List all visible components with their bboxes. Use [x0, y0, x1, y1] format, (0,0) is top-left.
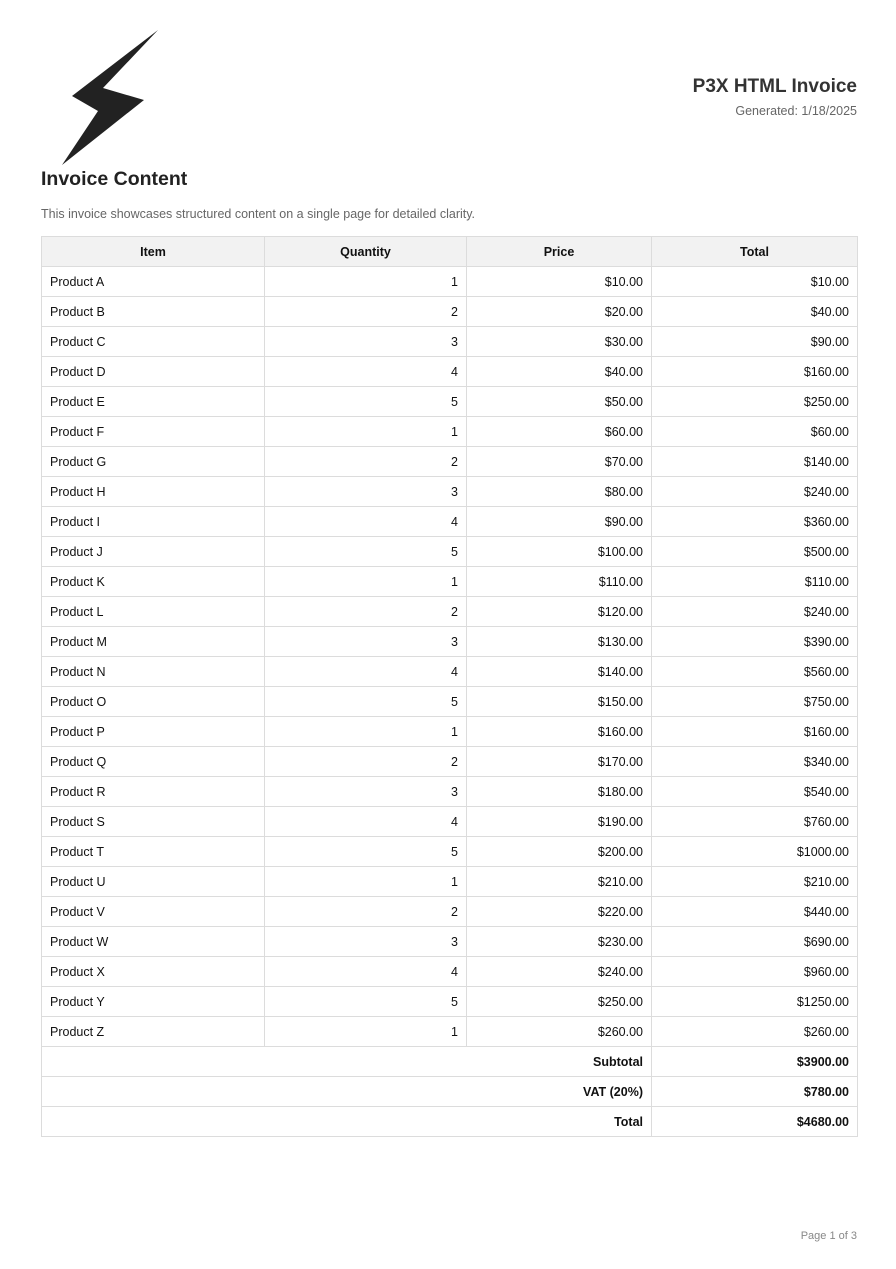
line-total-cell: $340.00	[652, 747, 858, 777]
line-total-cell: $10.00	[652, 267, 858, 297]
quantity-cell: 2	[265, 897, 467, 927]
line-total-cell: $260.00	[652, 1017, 858, 1047]
item-name-cell: Product T	[42, 837, 265, 867]
subtotal-label: Subtotal	[42, 1047, 652, 1077]
line-total-cell: $160.00	[652, 357, 858, 387]
line-total-cell: $240.00	[652, 597, 858, 627]
column-header-item: Item	[42, 237, 265, 267]
quantity-cell: 4	[265, 507, 467, 537]
table-row	[42, 327, 858, 357]
price-cell: $20.00	[467, 297, 652, 327]
column-header-price: Price	[467, 237, 652, 267]
price-cell: $250.00	[467, 987, 652, 1017]
table-row	[42, 867, 858, 897]
price-cell: $150.00	[467, 687, 652, 717]
price-cell: $260.00	[467, 1017, 652, 1047]
quantity-cell: 4	[265, 957, 467, 987]
price-cell: $70.00	[467, 447, 652, 477]
item-name-cell: Product I	[42, 507, 265, 537]
page-number: Page 1 of 3	[800, 1230, 857, 1242]
table-row	[42, 807, 858, 837]
item-name-cell: Product K	[42, 567, 265, 597]
price-cell: $220.00	[467, 897, 652, 927]
table-row	[42, 747, 858, 777]
item-name-cell: Product U	[42, 867, 265, 897]
item-name-cell: Product X	[42, 957, 265, 987]
table-row	[42, 837, 858, 867]
item-name-cell: Product D	[42, 357, 265, 387]
table-row	[42, 567, 858, 597]
line-total-cell: $560.00	[652, 657, 858, 687]
table-row	[42, 957, 858, 987]
line-total-cell: $390.00	[652, 627, 858, 657]
line-total-cell: $440.00	[652, 897, 858, 927]
quantity-cell: 5	[265, 987, 467, 1017]
item-name-cell: Product L	[42, 597, 265, 627]
item-name-cell: Product O	[42, 687, 265, 717]
item-name-cell: Product P	[42, 717, 265, 747]
invoice-title: P3X HTML Invoice	[692, 76, 857, 97]
item-name-cell: Product E	[42, 387, 265, 417]
grand-total-value: $4680.00	[652, 1107, 858, 1137]
price-cell: $100.00	[467, 537, 652, 567]
line-total-cell: $140.00	[652, 447, 858, 477]
price-cell: $110.00	[467, 567, 652, 597]
price-cell: $120.00	[467, 597, 652, 627]
quantity-cell: 1	[265, 417, 467, 447]
item-name-cell: Product M	[42, 627, 265, 657]
line-total-cell: $360.00	[652, 507, 858, 537]
price-cell: $200.00	[467, 837, 652, 867]
item-name-cell: Product H	[42, 477, 265, 507]
line-total-cell: $540.00	[652, 777, 858, 807]
table-summary	[42, 1047, 858, 1137]
lightning-bolt-icon	[60, 28, 160, 166]
price-cell: $60.00	[467, 417, 652, 447]
price-cell: $180.00	[467, 777, 652, 807]
price-cell: $240.00	[467, 957, 652, 987]
quantity-cell: 2	[265, 747, 467, 777]
quantity-cell: 2	[265, 447, 467, 477]
price-cell: $170.00	[467, 747, 652, 777]
quantity-cell: 1	[265, 267, 467, 297]
item-name-cell: Product B	[42, 297, 265, 327]
quantity-cell: 2	[265, 297, 467, 327]
quantity-cell: 4	[265, 357, 467, 387]
table-row	[42, 537, 858, 567]
table-body	[42, 267, 858, 1047]
column-header-total: Total	[652, 237, 858, 267]
price-cell: $190.00	[467, 807, 652, 837]
table-row	[42, 1017, 858, 1047]
vat-label: VAT (20%)	[42, 1077, 652, 1107]
quantity-cell: 5	[265, 537, 467, 567]
line-total-cell: $160.00	[652, 717, 858, 747]
item-name-cell: Product W	[42, 927, 265, 957]
table-row	[42, 357, 858, 387]
price-cell: $90.00	[467, 507, 652, 537]
line-total-cell: $760.00	[652, 807, 858, 837]
quantity-cell: 5	[265, 687, 467, 717]
table-row	[42, 987, 858, 1017]
price-cell: $40.00	[467, 357, 652, 387]
quantity-cell: 1	[265, 867, 467, 897]
section-title: Invoice Content	[41, 168, 188, 190]
section-description: This invoice showcases structured content on a single page for detailed clarity.	[41, 207, 476, 221]
line-total-cell: $250.00	[652, 387, 858, 417]
table-row	[42, 717, 858, 747]
table-row	[42, 477, 858, 507]
quantity-cell: 1	[265, 1017, 467, 1047]
item-name-cell: Product C	[42, 327, 265, 357]
item-name-cell: Product Y	[42, 987, 265, 1017]
item-name-cell: Product N	[42, 657, 265, 687]
item-name-cell: Product A	[42, 267, 265, 297]
table-row	[42, 297, 858, 327]
vat-row	[42, 1077, 858, 1107]
subtotal-row	[42, 1047, 858, 1077]
quantity-cell: 2	[265, 597, 467, 627]
price-cell: $210.00	[467, 867, 652, 897]
invoice-table	[41, 236, 858, 1137]
table-row	[42, 657, 858, 687]
line-total-cell: $690.00	[652, 927, 858, 957]
quantity-cell: 3	[265, 477, 467, 507]
price-cell: $140.00	[467, 657, 652, 687]
grand-total-label: Total	[42, 1107, 652, 1137]
line-total-cell: $1000.00	[652, 837, 858, 867]
table-row	[42, 927, 858, 957]
item-name-cell: Product Q	[42, 747, 265, 777]
table-row	[42, 507, 858, 537]
quantity-cell: 5	[265, 837, 467, 867]
price-cell: $230.00	[467, 927, 652, 957]
table-row	[42, 387, 858, 417]
price-cell: $130.00	[467, 627, 652, 657]
table-row	[42, 777, 858, 807]
invoice-header	[693, 76, 857, 118]
price-cell: $50.00	[467, 387, 652, 417]
quantity-cell: 3	[265, 927, 467, 957]
generated-date: Generated: 1/18/2025	[735, 104, 857, 118]
table-row	[42, 687, 858, 717]
line-total-cell: $210.00	[652, 867, 858, 897]
quantity-cell: 1	[265, 567, 467, 597]
line-total-cell: $750.00	[652, 687, 858, 717]
quantity-cell: 4	[265, 807, 467, 837]
item-name-cell: Product Z	[42, 1017, 265, 1047]
vat-value: $780.00	[652, 1077, 858, 1107]
item-name-cell: Product F	[42, 417, 265, 447]
quantity-cell: 5	[265, 387, 467, 417]
line-total-cell: $40.00	[652, 297, 858, 327]
line-total-cell: $500.00	[652, 537, 858, 567]
line-total-cell: $960.00	[652, 957, 858, 987]
table-row	[42, 627, 858, 657]
subtotal-value: $3900.00	[652, 1047, 858, 1077]
table-header-row	[42, 237, 858, 267]
quantity-cell: 3	[265, 627, 467, 657]
line-total-cell: $1250.00	[652, 987, 858, 1017]
price-cell: $10.00	[467, 267, 652, 297]
item-name-cell: Product G	[42, 447, 265, 477]
quantity-cell: 4	[265, 657, 467, 687]
price-cell: $30.00	[467, 327, 652, 357]
line-total-cell: $240.00	[652, 477, 858, 507]
price-cell: $80.00	[467, 477, 652, 507]
grand-total-row	[42, 1107, 858, 1137]
quantity-cell: 3	[265, 777, 467, 807]
line-total-cell: $90.00	[652, 327, 858, 357]
price-cell: $160.00	[467, 717, 652, 747]
quantity-cell: 1	[265, 717, 467, 747]
item-name-cell: Product R	[42, 777, 265, 807]
table-row	[42, 267, 858, 297]
column-header-quantity: Quantity	[265, 237, 467, 267]
item-name-cell: Product S	[42, 807, 265, 837]
item-name-cell: Product V	[42, 897, 265, 927]
table-row	[42, 597, 858, 627]
table-row	[42, 897, 858, 927]
table-row	[42, 417, 858, 447]
line-total-cell: $60.00	[652, 417, 858, 447]
line-total-cell: $110.00	[652, 567, 858, 597]
item-name-cell: Product J	[42, 537, 265, 567]
quantity-cell: 3	[265, 327, 467, 357]
table-row	[42, 447, 858, 477]
